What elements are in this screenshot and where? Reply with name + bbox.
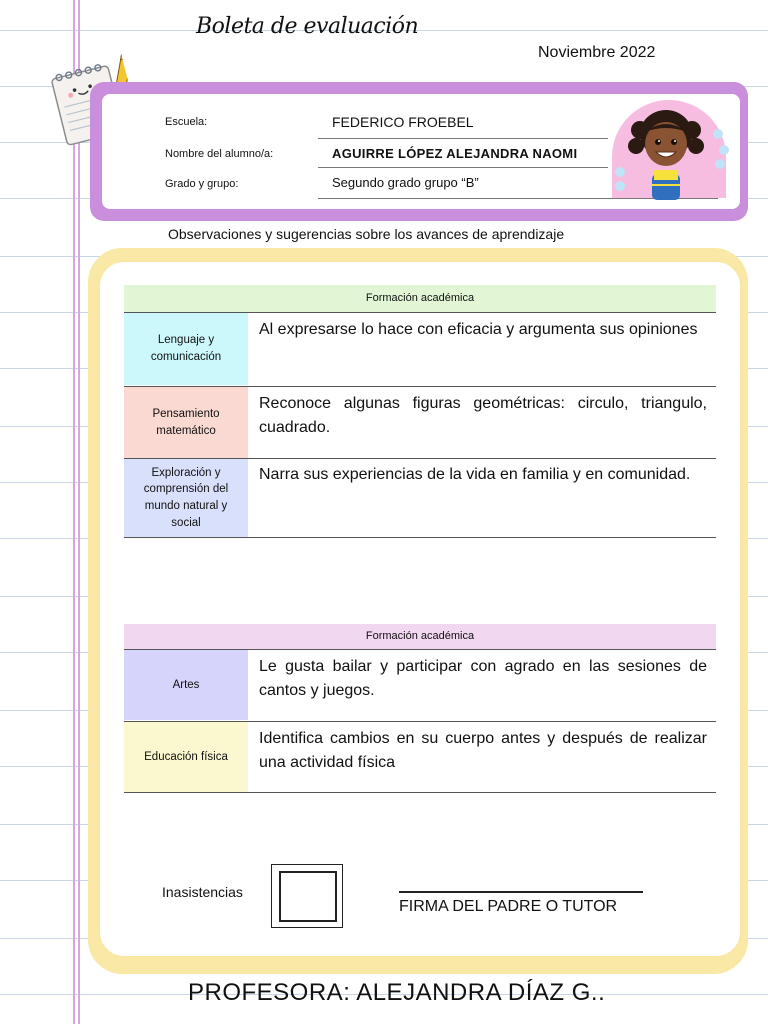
observations-title: Observaciones y sugerencias sobre los avances de aprendizaje <box>168 226 565 242</box>
school-label: Escuela: <box>165 116 208 128</box>
category-pensamiento: Pensamiento matemático <box>124 387 248 458</box>
absences-label: Inasistencias <box>162 884 243 900</box>
category-lenguaje: Lenguaje y comunicación <box>124 313 248 385</box>
signature-line <box>399 891 643 893</box>
student-name-label: Nombre del alumno/a: <box>165 148 274 160</box>
student-name-value: AGUIRRE LÓPEZ ALEJANDRA NAOMI <box>332 146 578 161</box>
absences-box[interactable] <box>279 871 337 922</box>
comment-educacion-fisica: Identifica cambios en su cuerpo antes y después de realizar una actividad física <box>259 730 707 771</box>
category-artes: Artes <box>124 650 248 720</box>
group-value: Segundo grado grupo “B” <box>332 175 479 190</box>
table2-header: Formación académica <box>124 624 716 649</box>
group-label: Grado y grupo: <box>165 178 239 190</box>
girl-student-avatar <box>612 100 732 200</box>
table1-header: Formación académica <box>124 285 716 312</box>
teacher-name: PROFESORA: ALEJANDRA DÍAZ G.. <box>188 979 606 1006</box>
comment-lenguaje: Al expresarse lo hace con eficacia y argumenta sus opiniones <box>259 321 698 338</box>
category-exploracion: Exploración y comprensión del mundo natural y social <box>124 459 248 537</box>
date-label: Noviembre 2022 <box>538 44 656 61</box>
comment-pensamiento: Reconoce algunas figuras geométricas: circulo, triangulo, cuadrado. <box>259 395 707 436</box>
comment-artes: Le gusta bailar y participar con agrado en las sesiones de cantos y juegos. <box>259 658 707 699</box>
school-value: FEDERICO FROEBEL <box>332 114 474 130</box>
comment-exploracion: Narra sus experiencias de la vida en familia y en comunidad. <box>259 466 691 483</box>
category-educacion-fisica: Educación física <box>124 722 248 792</box>
document-title: Boleta de evaluación <box>196 14 419 39</box>
signature-label: FIRMA DEL PADRE O TUTOR <box>399 898 618 915</box>
